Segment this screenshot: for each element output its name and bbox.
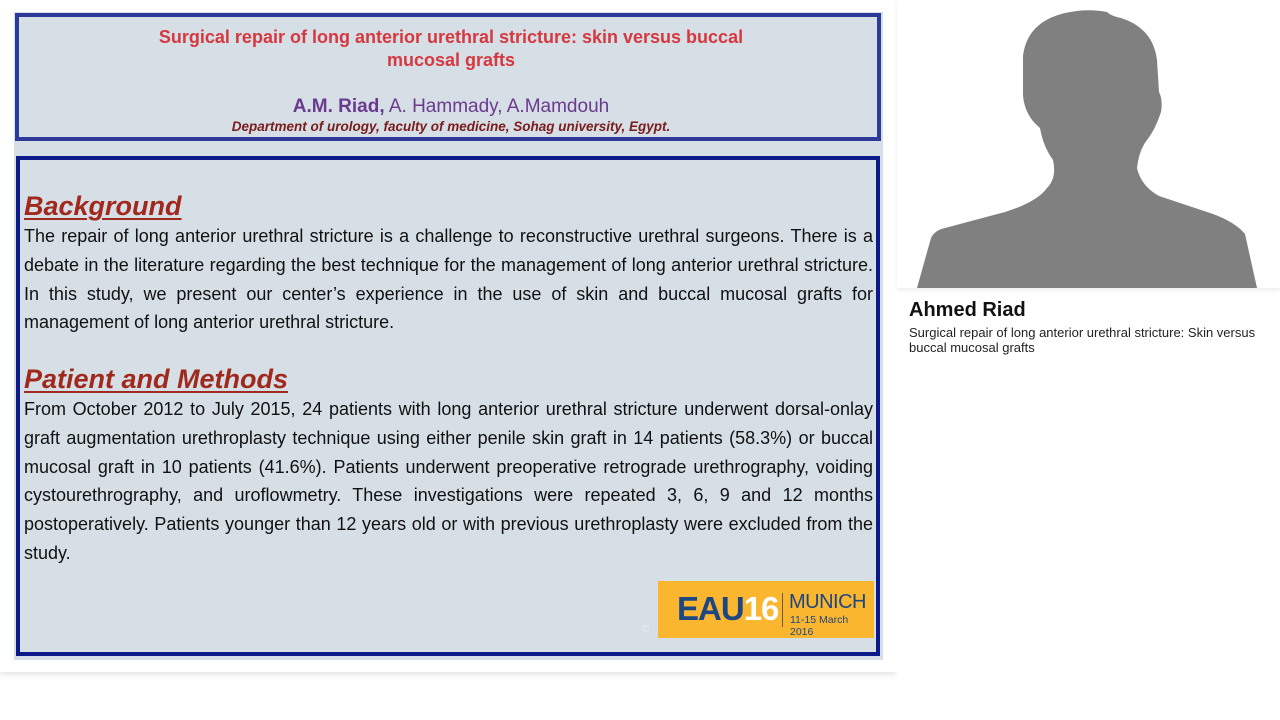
- watermark-icon: ©: [642, 624, 650, 635]
- methods-heading: Patient and Methods: [24, 364, 289, 394]
- slide-title: [19, 26, 883, 72]
- presentation-slide: [14, 12, 883, 660]
- slide-header-box: [15, 13, 881, 141]
- speaker-talk-title: Surgical repair of long anterior urethral stricture: Skin versus buccal mucosal grafts: [909, 325, 1256, 355]
- co-authors: A. Hammady, A.Mamdouh: [384, 96, 610, 117]
- eau-year: 16: [743, 590, 779, 627]
- eau-dates: 11-15 March 2016: [790, 614, 849, 638]
- eau-logo-text: [677, 589, 778, 629]
- slide-title-line-1: Surgical repair of long anterior urethral stricture: skin versus buccal: [158, 27, 744, 47]
- lead-author: A.M. Riad,: [292, 96, 385, 117]
- slide-affiliation: Department of urology, faculty of medicine, Sohag university, Egypt.: [231, 119, 671, 134]
- speaker-panel: [897, 0, 1280, 720]
- speaker-name: Ahmed Riad: [909, 299, 1026, 321]
- eau-city: MUNICH: [789, 591, 866, 613]
- methods-text: From October 2012 to July 2015, 24 patients with long anterior urethral stricture underwent dorsal-onlay graft augmentation urethroplasty technique using either penile skin graft in 14 patients (58.3%) or buccal mucosal graft in 10 patients (41.6%). Patients underwent preoperative retrograde urethrography, voiding cystourethrography, and uroflowmetry. These investigations were repeated 3, 6, 9 and 12 months postoperatively. Patients younger than 12 years old or with previous urethroplasty were excluded from the study.: [24, 399, 873, 563]
- logo-divider: [782, 593, 783, 627]
- eau-brand: EAU: [677, 590, 744, 627]
- speaker-photo: [897, 0, 1280, 288]
- slide-authors: [19, 96, 883, 118]
- eau16-logo: [658, 581, 874, 638]
- slide-title-line-2: mucosal grafts: [386, 50, 516, 70]
- person-silhouette-icon: [897, 0, 1280, 288]
- background-heading: Background: [24, 191, 182, 221]
- background-text: The repair of long anterior urethral stricture is a challenge to reconstructive urethral surgeons. There is a debate in the literature regarding the best technique for the management of long anterior urethral stricture. In this study, we present our center’s experience in the use of skin and buccal mucosal grafts for management of long anterior urethral stricture.: [24, 226, 873, 333]
